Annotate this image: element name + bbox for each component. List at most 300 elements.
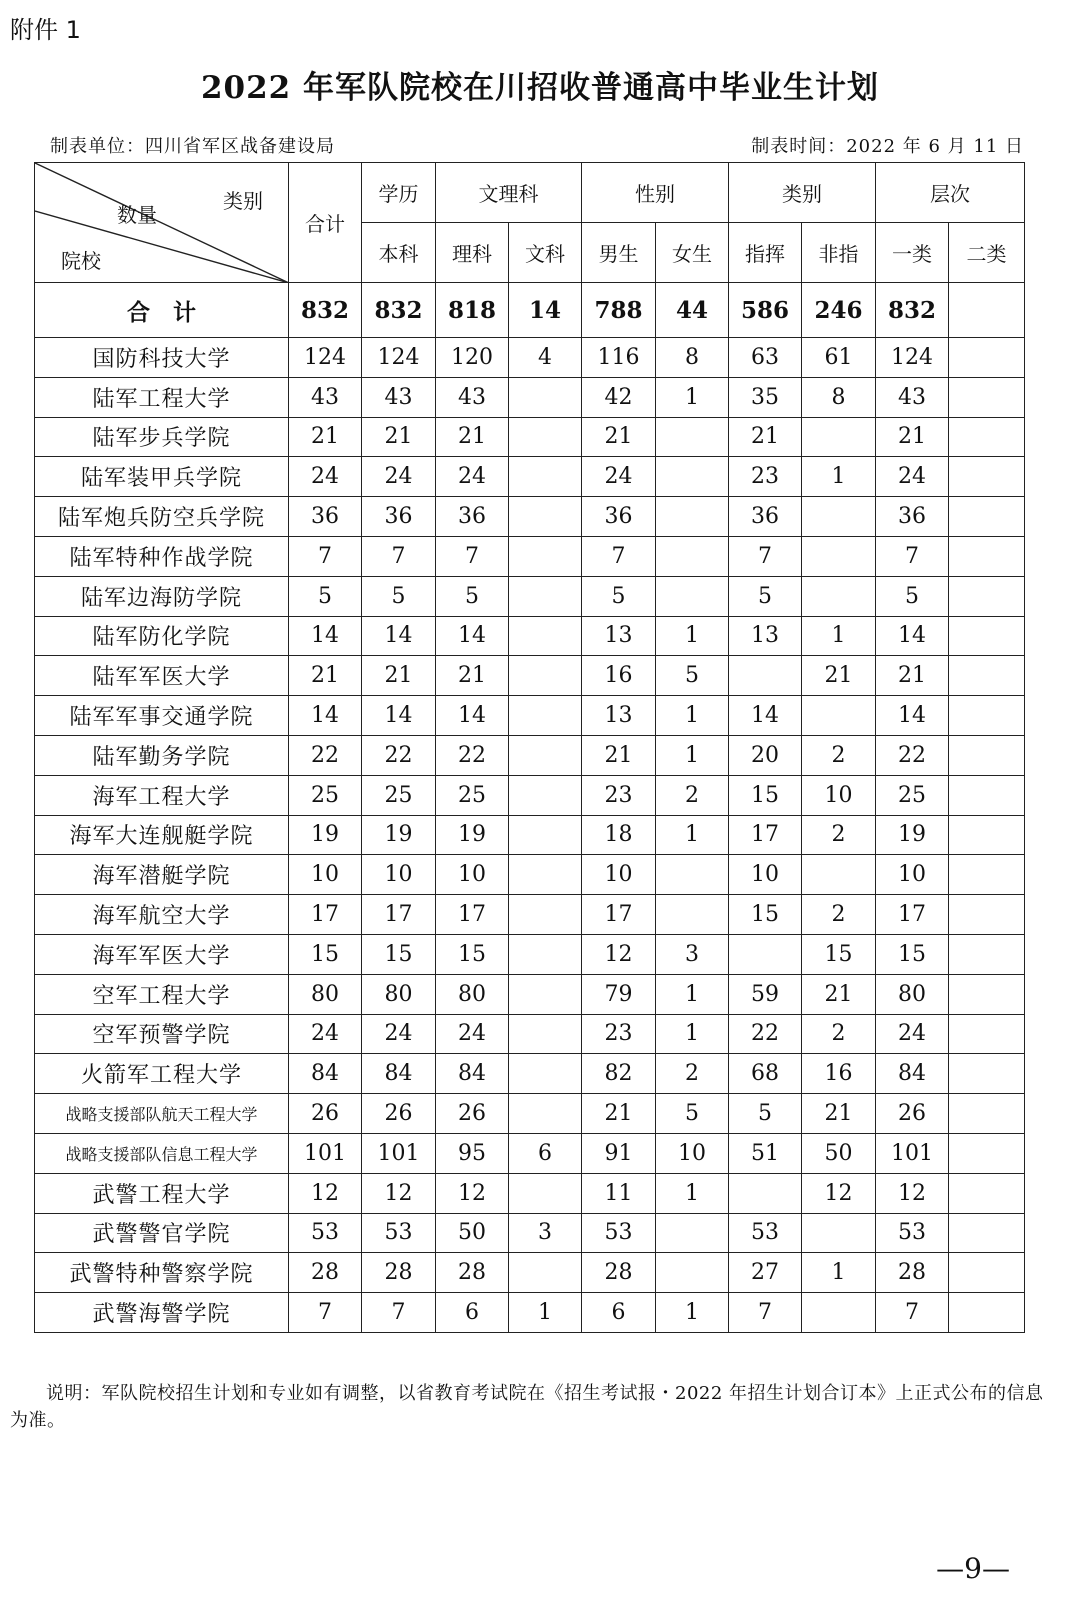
table-cell: 84 bbox=[876, 1054, 949, 1094]
table-cell bbox=[949, 1253, 1025, 1293]
table-cell bbox=[729, 934, 802, 974]
table-cell: 18 bbox=[582, 815, 656, 855]
table-cell: 95 bbox=[436, 1133, 509, 1173]
school-name: 陆军特种作战学院 bbox=[35, 536, 289, 576]
table-cell: 24 bbox=[876, 1014, 949, 1054]
table-cell: 12 bbox=[362, 1173, 436, 1213]
table-cell: 1 bbox=[802, 1253, 876, 1293]
table-cell: 10 bbox=[802, 775, 876, 815]
table-cell: 7 bbox=[729, 1293, 802, 1333]
table-cell: 21 bbox=[729, 417, 802, 457]
header-sub-science: 理科 bbox=[436, 223, 509, 283]
table-cell: 101 bbox=[876, 1133, 949, 1173]
total-value: 586 bbox=[729, 283, 802, 338]
school-name: 陆军勤务学院 bbox=[35, 735, 289, 775]
table-cell: 79 bbox=[582, 974, 656, 1014]
table-cell: 84 bbox=[436, 1054, 509, 1094]
table-cell: 80 bbox=[289, 974, 362, 1014]
table-cell: 7 bbox=[876, 536, 949, 576]
table-cell: 68 bbox=[729, 1054, 802, 1094]
table-cell bbox=[509, 934, 582, 974]
table-cell bbox=[949, 576, 1025, 616]
table-cell: 124 bbox=[289, 338, 362, 378]
table-cell: 26 bbox=[876, 1094, 949, 1134]
table-cell: 2 bbox=[802, 815, 876, 855]
table-cell: 17 bbox=[289, 895, 362, 935]
table-cell: 124 bbox=[362, 338, 436, 378]
table-cell: 5 bbox=[876, 576, 949, 616]
table-cell bbox=[802, 696, 876, 736]
total-value: 14 bbox=[509, 283, 582, 338]
header-sub-male: 男生 bbox=[582, 223, 656, 283]
table-cell: 19 bbox=[289, 815, 362, 855]
table-cell: 91 bbox=[582, 1133, 656, 1173]
table-cell: 26 bbox=[436, 1094, 509, 1134]
table-cell: 15 bbox=[802, 934, 876, 974]
school-name: 陆军步兵学院 bbox=[35, 417, 289, 457]
table-cell: 20 bbox=[729, 735, 802, 775]
table-cell: 8 bbox=[656, 338, 729, 378]
table-cell: 10 bbox=[582, 855, 656, 895]
header-sub-tier2: 二类 bbox=[949, 223, 1025, 283]
table-cell: 5 bbox=[729, 576, 802, 616]
table-cell: 24 bbox=[289, 457, 362, 497]
header-group-gender: 性别 bbox=[582, 163, 729, 223]
table-cell: 19 bbox=[876, 815, 949, 855]
table-cell bbox=[729, 656, 802, 696]
table-cell: 36 bbox=[436, 497, 509, 537]
table-cell bbox=[949, 1293, 1025, 1333]
total-value bbox=[949, 283, 1025, 338]
enrollment-plan-table bbox=[34, 162, 1025, 1333]
table-cell: 63 bbox=[729, 338, 802, 378]
table-cell: 42 bbox=[582, 377, 656, 417]
table-cell bbox=[949, 616, 1025, 656]
table-cell bbox=[509, 417, 582, 457]
table-cell: 26 bbox=[362, 1094, 436, 1134]
table-cell: 10 bbox=[656, 1133, 729, 1173]
attachment-label: 附件 1 bbox=[10, 16, 81, 44]
header-sub-tier1: 一类 bbox=[876, 223, 949, 283]
table-cell bbox=[729, 1173, 802, 1213]
school-name: 海军军医大学 bbox=[35, 934, 289, 974]
table-cell: 5 bbox=[656, 656, 729, 696]
table-cell: 14 bbox=[289, 616, 362, 656]
table-cell: 101 bbox=[289, 1133, 362, 1173]
table-cell: 53 bbox=[582, 1213, 656, 1253]
school-name: 火箭军工程大学 bbox=[35, 1054, 289, 1094]
table-cell: 80 bbox=[436, 974, 509, 1014]
table-cell: 19 bbox=[362, 815, 436, 855]
table-row bbox=[35, 417, 1025, 457]
table-cell bbox=[949, 934, 1025, 974]
table-cell bbox=[509, 895, 582, 935]
school-name: 海军航空大学 bbox=[35, 895, 289, 935]
school-name: 陆军炮兵防空兵学院 bbox=[35, 497, 289, 537]
table-cell: 53 bbox=[362, 1213, 436, 1253]
table-cell bbox=[656, 576, 729, 616]
table-cell: 2 bbox=[656, 1054, 729, 1094]
table-cell bbox=[509, 1173, 582, 1213]
table-cell: 17 bbox=[362, 895, 436, 935]
table-cell: 7 bbox=[876, 1293, 949, 1333]
table-cell: 120 bbox=[436, 338, 509, 378]
table-cell bbox=[949, 1054, 1025, 1094]
total-row bbox=[35, 283, 1025, 338]
table-cell: 28 bbox=[582, 1253, 656, 1293]
table-cell: 21 bbox=[582, 1094, 656, 1134]
table-cell: 17 bbox=[729, 815, 802, 855]
table-cell: 21 bbox=[876, 417, 949, 457]
table-cell: 82 bbox=[582, 1054, 656, 1094]
table-cell: 1 bbox=[509, 1293, 582, 1333]
table-cell: 12 bbox=[289, 1173, 362, 1213]
table-cell: 53 bbox=[289, 1213, 362, 1253]
table-cell: 2 bbox=[656, 775, 729, 815]
table-cell: 28 bbox=[436, 1253, 509, 1293]
total-value: 832 bbox=[289, 283, 362, 338]
table-cell bbox=[949, 1133, 1025, 1173]
table-cell: 101 bbox=[362, 1133, 436, 1173]
school-name: 陆军工程大学 bbox=[35, 377, 289, 417]
table-cell: 22 bbox=[876, 735, 949, 775]
table-cell: 25 bbox=[362, 775, 436, 815]
header-sub-arts: 文科 bbox=[509, 223, 582, 283]
table-cell bbox=[509, 696, 582, 736]
table-cell: 21 bbox=[802, 974, 876, 1014]
table-cell: 8 bbox=[802, 377, 876, 417]
table-cell: 1 bbox=[802, 616, 876, 656]
school-name: 战略支援部队航天工程大学 bbox=[35, 1094, 289, 1134]
table-cell bbox=[802, 576, 876, 616]
table-cell: 36 bbox=[582, 497, 656, 537]
table-cell: 43 bbox=[436, 377, 509, 417]
table-row bbox=[35, 656, 1025, 696]
table-cell: 28 bbox=[876, 1253, 949, 1293]
table-cell: 2 bbox=[802, 895, 876, 935]
table-cell: 23 bbox=[729, 457, 802, 497]
document-title: 2022 年军队院校在川招收普通高中毕业生计划 bbox=[200, 70, 880, 106]
table-cell bbox=[509, 1253, 582, 1293]
table-cell: 24 bbox=[362, 457, 436, 497]
table-cell bbox=[949, 1173, 1025, 1213]
table-cell bbox=[509, 1094, 582, 1134]
table-row bbox=[35, 934, 1025, 974]
table-cell bbox=[949, 895, 1025, 935]
table-cell: 12 bbox=[876, 1173, 949, 1213]
table-cell: 11 bbox=[582, 1173, 656, 1213]
table-cell: 12 bbox=[582, 934, 656, 974]
table-cell: 84 bbox=[289, 1054, 362, 1094]
table-row bbox=[35, 536, 1025, 576]
table-row bbox=[35, 855, 1025, 895]
header-group-category: 类别 bbox=[729, 163, 876, 223]
header-group-science-arts: 文理科 bbox=[436, 163, 582, 223]
school-name: 战略支援部队信息工程大学 bbox=[35, 1133, 289, 1173]
table-cell: 21 bbox=[436, 656, 509, 696]
table-cell: 14 bbox=[289, 696, 362, 736]
table-cell: 14 bbox=[729, 696, 802, 736]
total-value: 44 bbox=[656, 283, 729, 338]
table-cell: 22 bbox=[436, 735, 509, 775]
table-cell bbox=[509, 735, 582, 775]
diagonal-header-cell bbox=[35, 163, 289, 283]
table-cell: 1 bbox=[802, 457, 876, 497]
school-name: 陆军军医大学 bbox=[35, 656, 289, 696]
table-cell: 61 bbox=[802, 338, 876, 378]
table-cell: 15 bbox=[876, 934, 949, 974]
table-cell: 2 bbox=[802, 735, 876, 775]
table-cell: 116 bbox=[582, 338, 656, 378]
table-cell: 24 bbox=[289, 1014, 362, 1054]
school-name: 武警海警学院 bbox=[35, 1293, 289, 1333]
table-cell: 24 bbox=[582, 457, 656, 497]
table-cell: 22 bbox=[362, 735, 436, 775]
table-cell bbox=[949, 377, 1025, 417]
total-value: 788 bbox=[582, 283, 656, 338]
table-cell bbox=[949, 1014, 1025, 1054]
table-cell: 14 bbox=[876, 696, 949, 736]
table-cell: 22 bbox=[729, 1014, 802, 1054]
school-name: 武警警官学院 bbox=[35, 1213, 289, 1253]
table-cell: 25 bbox=[289, 775, 362, 815]
table-cell: 50 bbox=[802, 1133, 876, 1173]
table-cell bbox=[949, 855, 1025, 895]
table-cell: 43 bbox=[289, 377, 362, 417]
school-name: 空军预警学院 bbox=[35, 1014, 289, 1054]
table-cell: 7 bbox=[582, 536, 656, 576]
header-total: 合计 bbox=[289, 163, 362, 283]
table-row bbox=[35, 735, 1025, 775]
table-cell: 15 bbox=[362, 934, 436, 974]
table-cell: 28 bbox=[362, 1253, 436, 1293]
header-sub-female: 女生 bbox=[656, 223, 729, 283]
table-cell: 7 bbox=[729, 536, 802, 576]
table-row bbox=[35, 338, 1025, 378]
table-cell: 21 bbox=[289, 417, 362, 457]
table-row bbox=[35, 457, 1025, 497]
table-row bbox=[35, 616, 1025, 656]
table-cell: 21 bbox=[582, 417, 656, 457]
header-sub-undergrad: 本科 bbox=[362, 223, 436, 283]
table-cell bbox=[802, 855, 876, 895]
table-cell: 3 bbox=[509, 1213, 582, 1253]
table-cell: 15 bbox=[436, 934, 509, 974]
table-row bbox=[35, 1094, 1025, 1134]
table-cell bbox=[949, 1094, 1025, 1134]
table-cell: 7 bbox=[362, 1293, 436, 1333]
table-row bbox=[35, 576, 1025, 616]
total-label: 合 计 bbox=[35, 283, 289, 338]
table-cell: 1 bbox=[656, 1293, 729, 1333]
table-cell: 12 bbox=[436, 1173, 509, 1213]
table-row bbox=[35, 775, 1025, 815]
school-name: 武警特种警察学院 bbox=[35, 1253, 289, 1293]
header-group-education: 学历 bbox=[362, 163, 436, 223]
table-cell bbox=[802, 417, 876, 457]
page-number: —9— bbox=[936, 1552, 1010, 1585]
table-cell: 15 bbox=[729, 895, 802, 935]
total-value: 832 bbox=[362, 283, 436, 338]
diag-category-label: 类别 bbox=[223, 189, 263, 213]
table-cell bbox=[802, 536, 876, 576]
table-row bbox=[35, 1054, 1025, 1094]
table-cell: 10 bbox=[876, 855, 949, 895]
table-cell bbox=[509, 536, 582, 576]
table-cell bbox=[656, 536, 729, 576]
table-cell: 21 bbox=[362, 417, 436, 457]
table-cell: 51 bbox=[729, 1133, 802, 1173]
table-cell: 43 bbox=[362, 377, 436, 417]
table-cell bbox=[949, 417, 1025, 457]
table-cell: 14 bbox=[362, 696, 436, 736]
table-cell bbox=[656, 457, 729, 497]
table-cell bbox=[802, 1213, 876, 1253]
table-cell bbox=[949, 536, 1025, 576]
table-cell bbox=[509, 1054, 582, 1094]
table-cell bbox=[509, 815, 582, 855]
table-cell: 5 bbox=[656, 1094, 729, 1134]
table-cell: 4 bbox=[509, 338, 582, 378]
diag-school-label: 院校 bbox=[61, 249, 101, 273]
table-cell: 7 bbox=[362, 536, 436, 576]
total-value: 818 bbox=[436, 283, 509, 338]
table-cell: 7 bbox=[289, 536, 362, 576]
table-cell: 21 bbox=[436, 417, 509, 457]
header-sub-command: 指挥 bbox=[729, 223, 802, 283]
table-cell: 14 bbox=[362, 616, 436, 656]
table-cell: 124 bbox=[876, 338, 949, 378]
header-sub-noncommand: 非指 bbox=[802, 223, 876, 283]
table-cell: 21 bbox=[802, 656, 876, 696]
table-cell bbox=[949, 497, 1025, 537]
table-cell bbox=[656, 895, 729, 935]
table-cell: 1 bbox=[656, 815, 729, 855]
table-cell bbox=[509, 457, 582, 497]
school-name: 海军潜艇学院 bbox=[35, 855, 289, 895]
table-row bbox=[35, 1253, 1025, 1293]
table-cell: 80 bbox=[876, 974, 949, 1014]
table-cell bbox=[656, 417, 729, 457]
table-row bbox=[35, 696, 1025, 736]
table-cell: 7 bbox=[289, 1293, 362, 1333]
table-cell: 5 bbox=[362, 576, 436, 616]
header-group-level: 层次 bbox=[876, 163, 1025, 223]
table-cell bbox=[656, 855, 729, 895]
table-cell: 1 bbox=[656, 1014, 729, 1054]
table-cell: 10 bbox=[362, 855, 436, 895]
table-cell bbox=[509, 616, 582, 656]
table-cell: 14 bbox=[876, 616, 949, 656]
school-name: 国防科技大学 bbox=[35, 338, 289, 378]
table-cell: 5 bbox=[582, 576, 656, 616]
table-row bbox=[35, 1213, 1025, 1253]
table-cell: 1 bbox=[656, 735, 729, 775]
table-cell: 1 bbox=[656, 974, 729, 1014]
table-cell: 21 bbox=[289, 656, 362, 696]
table-cell: 5 bbox=[436, 576, 509, 616]
table-cell: 19 bbox=[436, 815, 509, 855]
table-cell bbox=[949, 457, 1025, 497]
table-row bbox=[35, 497, 1025, 537]
table-cell: 28 bbox=[289, 1253, 362, 1293]
table-cell: 36 bbox=[729, 497, 802, 537]
table-cell bbox=[949, 735, 1025, 775]
table-cell: 36 bbox=[876, 497, 949, 537]
table-cell: 7 bbox=[436, 536, 509, 576]
table-cell: 6 bbox=[582, 1293, 656, 1333]
table-cell: 6 bbox=[509, 1133, 582, 1173]
table-row bbox=[35, 815, 1025, 855]
table-cell: 25 bbox=[876, 775, 949, 815]
school-name: 空军工程大学 bbox=[35, 974, 289, 1014]
table-row bbox=[35, 1293, 1025, 1333]
table-cell: 24 bbox=[876, 457, 949, 497]
table-cell bbox=[509, 974, 582, 1014]
table-cell bbox=[949, 815, 1025, 855]
table-cell bbox=[509, 576, 582, 616]
table-cell: 22 bbox=[289, 735, 362, 775]
table-row bbox=[35, 377, 1025, 417]
table-cell: 12 bbox=[802, 1173, 876, 1213]
table-cell: 17 bbox=[582, 895, 656, 935]
header-row-groups bbox=[35, 163, 1025, 223]
table-cell bbox=[949, 974, 1025, 1014]
table-row bbox=[35, 1173, 1025, 1213]
table-cell: 1 bbox=[656, 696, 729, 736]
table-cell: 15 bbox=[729, 775, 802, 815]
table-cell: 5 bbox=[289, 576, 362, 616]
table-cell: 13 bbox=[582, 696, 656, 736]
table-cell: 13 bbox=[582, 616, 656, 656]
table-cell bbox=[509, 656, 582, 696]
table-cell: 5 bbox=[729, 1094, 802, 1134]
table-cell: 43 bbox=[876, 377, 949, 417]
table-cell: 50 bbox=[436, 1213, 509, 1253]
table-cell: 35 bbox=[729, 377, 802, 417]
table-cell: 2 bbox=[802, 1014, 876, 1054]
table-cell: 1 bbox=[656, 1173, 729, 1213]
table-cell: 36 bbox=[362, 497, 436, 537]
table-cell: 24 bbox=[436, 457, 509, 497]
table-cell: 3 bbox=[656, 934, 729, 974]
table-cell bbox=[949, 656, 1025, 696]
school-name: 陆军装甲兵学院 bbox=[35, 457, 289, 497]
table-cell bbox=[949, 775, 1025, 815]
table-cell bbox=[802, 497, 876, 537]
table-cell: 13 bbox=[729, 616, 802, 656]
compiling-unit: 制表单位：四川省军区战备建设局 bbox=[50, 136, 335, 157]
table-cell: 17 bbox=[876, 895, 949, 935]
table-cell: 24 bbox=[436, 1014, 509, 1054]
table-row bbox=[35, 1133, 1025, 1173]
table-cell: 16 bbox=[582, 656, 656, 696]
total-value: 832 bbox=[876, 283, 949, 338]
table-cell: 84 bbox=[362, 1054, 436, 1094]
table-cell: 53 bbox=[876, 1213, 949, 1253]
table-cell: 53 bbox=[729, 1213, 802, 1253]
table-cell: 26 bbox=[289, 1094, 362, 1134]
compiling-date: 制表时间：2022 年 6 月 11 日 bbox=[751, 136, 1024, 157]
table-cell: 80 bbox=[362, 974, 436, 1014]
school-name: 武警工程大学 bbox=[35, 1173, 289, 1213]
table-cell: 21 bbox=[582, 735, 656, 775]
table-cell bbox=[656, 497, 729, 537]
school-name: 海军工程大学 bbox=[35, 775, 289, 815]
table-cell bbox=[509, 1014, 582, 1054]
table-cell: 25 bbox=[436, 775, 509, 815]
table-cell: 21 bbox=[876, 656, 949, 696]
